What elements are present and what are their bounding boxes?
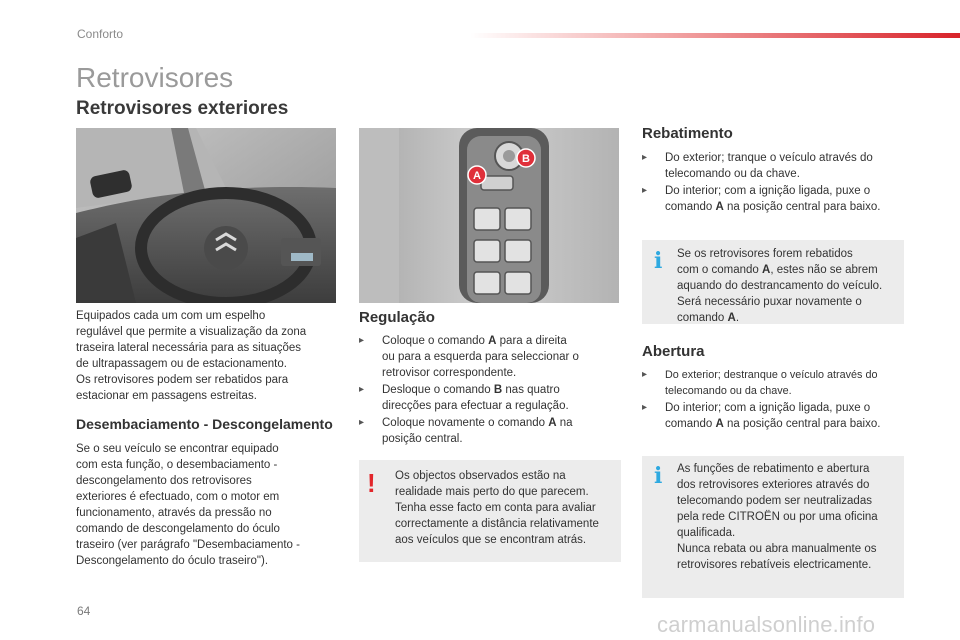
bullet-arrow-icon: ▸ (642, 369, 648, 380)
list-item: ▸ Coloque novamente o comando A na posição central. (359, 417, 573, 445)
dashboard-photo (76, 128, 336, 303)
callout-b-marker (517, 149, 535, 167)
intro-line: estacionar em passagens estreitas. (76, 390, 257, 402)
page-number: 64 (77, 604, 91, 618)
bullet-arrow-icon: ▸ (359, 335, 365, 346)
bullet-arrow-icon: ▸ (642, 185, 648, 196)
demisting-paragraph (76, 441, 346, 569)
command-letter: A (548, 417, 557, 429)
opening-heading: Abertura (642, 343, 705, 360)
adjustment-steps (359, 333, 621, 448)
opening-steps (642, 367, 907, 433)
bullet-arrow-icon: ▸ (642, 152, 648, 163)
intro-line: regulável que permite a visualização da zona (76, 326, 307, 338)
demisting-line: com esta função, o desembaciamento - (76, 459, 278, 471)
intro-line: Os retrovisores podem ser rebatidos para (76, 374, 289, 386)
callout-b-label: B (522, 153, 530, 165)
site-watermark: carmanualsonline.info (657, 612, 876, 637)
folding-heading: Rebatimento (642, 125, 733, 142)
callout-a-marker (468, 166, 486, 184)
command-letter: B (493, 384, 503, 396)
info-text-remote: As funções de rebatimento e abertura dos retrovisores exteriores através do telecomando podem ser neutralizadas pela rede CITROËN ou por uma oficina qualificada. Nunca rebata ou abra manualmente os retrovisores rebatíveis electricamente. (677, 463, 878, 571)
command-letter: A (715, 418, 724, 430)
warning-icon: ! (367, 468, 376, 498)
intro-line: Equipados cada um com um espelho (76, 310, 266, 322)
demisting-line: comando de descongelamento do óculo (76, 523, 280, 535)
page-subtitle: Retrovisores exteriores (76, 98, 289, 119)
info-box-folding (642, 240, 904, 324)
section-label: Conforto (77, 27, 124, 41)
info-icon: i (654, 463, 663, 489)
list-item: ▸ Desloque o comando B nas quatro direcções para efectuar a regulação. (359, 384, 569, 412)
header-accent-bar (470, 33, 960, 38)
bullet-arrow-icon: ▸ (359, 417, 365, 428)
command-letter: A (727, 312, 736, 324)
command-letter: A (762, 264, 771, 276)
page-title: Retrovisores (76, 62, 234, 93)
info-text-folding: Se os retrovisores forem rebatidos com o comando A, estes não se abrem aquando do destrancamento do veículo. Será necessário puxar novamente o comando A. (677, 248, 883, 324)
list-item: ▸ Do exterior; tranque o veículo através do telecomando ou da chave. (642, 152, 873, 180)
list-item: ▸ Do interior; com a ignição ligada, puxe o comando A na posição central para baixo. (642, 185, 881, 213)
callout-a-label: A (473, 170, 481, 182)
adjustment-heading: Regulação (359, 309, 435, 326)
bullet-arrow-icon: ▸ (642, 402, 648, 413)
mirror-control-photo (359, 128, 619, 303)
demisting-line: funcionamento, através da pressão no (76, 507, 272, 519)
intro-line: de ultrapassagem ou de estacionamento. (76, 358, 287, 370)
intro-line: traseira lateral necessária para as situações (76, 342, 302, 354)
command-letter: A (715, 201, 724, 213)
warning-box (359, 460, 621, 562)
demisting-line: descongelamento dos retrovisores (76, 475, 252, 487)
demisting-line: Se o seu veículo se encontrar equipado (76, 443, 279, 455)
demisting-line: Descongelamento do óculo traseiro"). (76, 555, 269, 567)
intro-paragraph (76, 308, 346, 404)
demisting-line: exteriores é efectuado, com o motor em (76, 491, 280, 503)
demisting-line: traseiro (ver parágrafo "Desembaciamento - (76, 539, 300, 551)
bullet-arrow-icon: ▸ (359, 384, 365, 395)
list-item: ▸ Coloque o comando A para a direita ou para a esquerda para seleccionar o retrovisor correspondente. (359, 335, 579, 379)
command-letter: A (488, 335, 497, 347)
list-item: ▸ Do interior; com a ignição ligada, puxe o comando A na posição central para baixo. (642, 402, 881, 430)
info-icon: i (654, 248, 663, 274)
demisting-heading: Desembaciamento - Descongelamento (76, 416, 333, 432)
list-item: ▸ Do exterior; destranque o veículo através do telecomando ou da chave. (642, 369, 878, 397)
info-box-remote (642, 456, 904, 598)
warning-text: Os objectos observados estão na realidade mais perto do que parecem. Tenha esse facto em conta para avaliar correctamente a distância relativamente aos veículos que se encontram atrás. (395, 470, 599, 546)
folding-steps (642, 150, 907, 216)
